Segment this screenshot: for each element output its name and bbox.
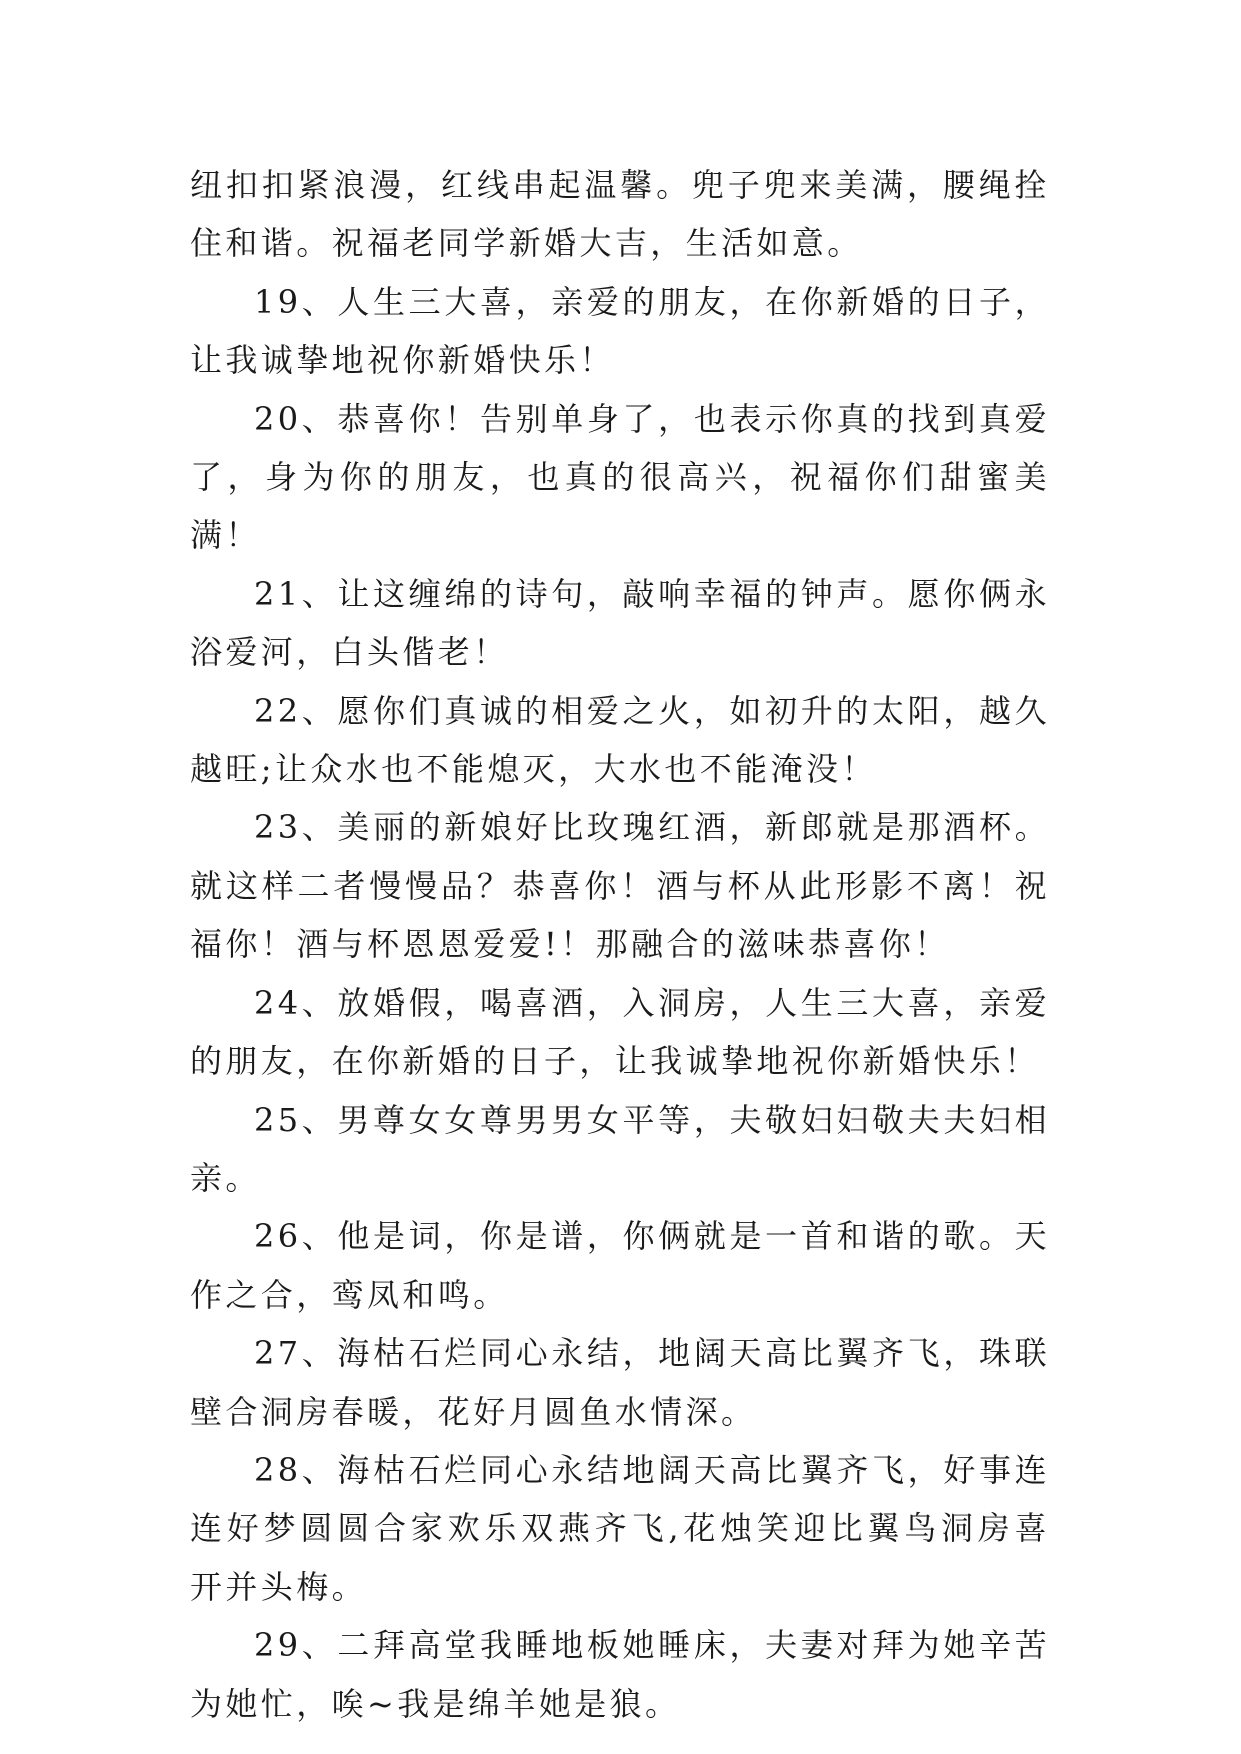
paragraph-29: 29、二拜高堂我睡地板她睡床，夫妻对拜为她辛苦为她忙，唉~我是绵羊她是狼。 xyxy=(190,1626,1050,1723)
document-body xyxy=(190,156,1050,1733)
paragraph-24: 24、放婚假，喝喜酒，入洞房，人生三大喜，亲爱的朋友，在你新婚的日子，让我诚挚地祝你新婚快乐！ xyxy=(190,983,1050,1081)
paragraph-19: 19、人生三大喜，亲爱的朋友，在你新婚的日子，让我诚挚地祝你新婚快乐！ xyxy=(190,282,1050,380)
paragraph-27: 27、海枯石烂同心永结，地阔天高比翼齐飞，珠联壁合洞房春暖，花好月圆鱼水情深。 xyxy=(190,1334,1050,1431)
paragraph-23: 23、美丽的新娘好比玫瑰红酒，新郎就是那酒杯。就这样二者慢慢品？恭喜你！酒与杯从此形影不离！祝福你！酒与杯恩恩爱爱!！那融合的滋味恭喜你！ xyxy=(190,808,1050,964)
paragraph-28: 28、海枯石烂同心永结地阔天高比翼齐飞，好事连连好梦圆圆合家欢乐双燕齐飞,花烛笑迎比翼鸟洞房喜开并头梅。 xyxy=(190,1450,1050,1606)
paragraph-26: 26、他是词，你是谱，你俩就是一首和谐的歌。天作之合，鸾凤和鸣。 xyxy=(190,1217,1050,1314)
paragraph-25: 25、男尊女女尊男男女平等，夫敬妇妇敬夫夫妇相亲。 xyxy=(190,1100,1050,1197)
paragraph-continued: 纽扣扣紧浪漫，红线串起温馨。兜子兜来美满，腰绳拴住和谐。祝福老同学新婚大吉，生活如意。 xyxy=(190,166,1050,263)
paragraph-21: 21、让这缠绵的诗句，敲响幸福的钟声。愿你俩永浴爱河，白头偕老！ xyxy=(190,574,1050,672)
paragraph-20: 20、恭喜你！告别单身了，也表示你真的找到真爱了，身为你的朋友，也真的很高兴，祝福你们甜蜜美满！ xyxy=(190,399,1050,555)
paragraph-22: 22、愿你们真诚的相爱之火，如初升的太阳，越久越旺;让众水也不能熄灭，大水也不能淹没！ xyxy=(190,691,1050,789)
